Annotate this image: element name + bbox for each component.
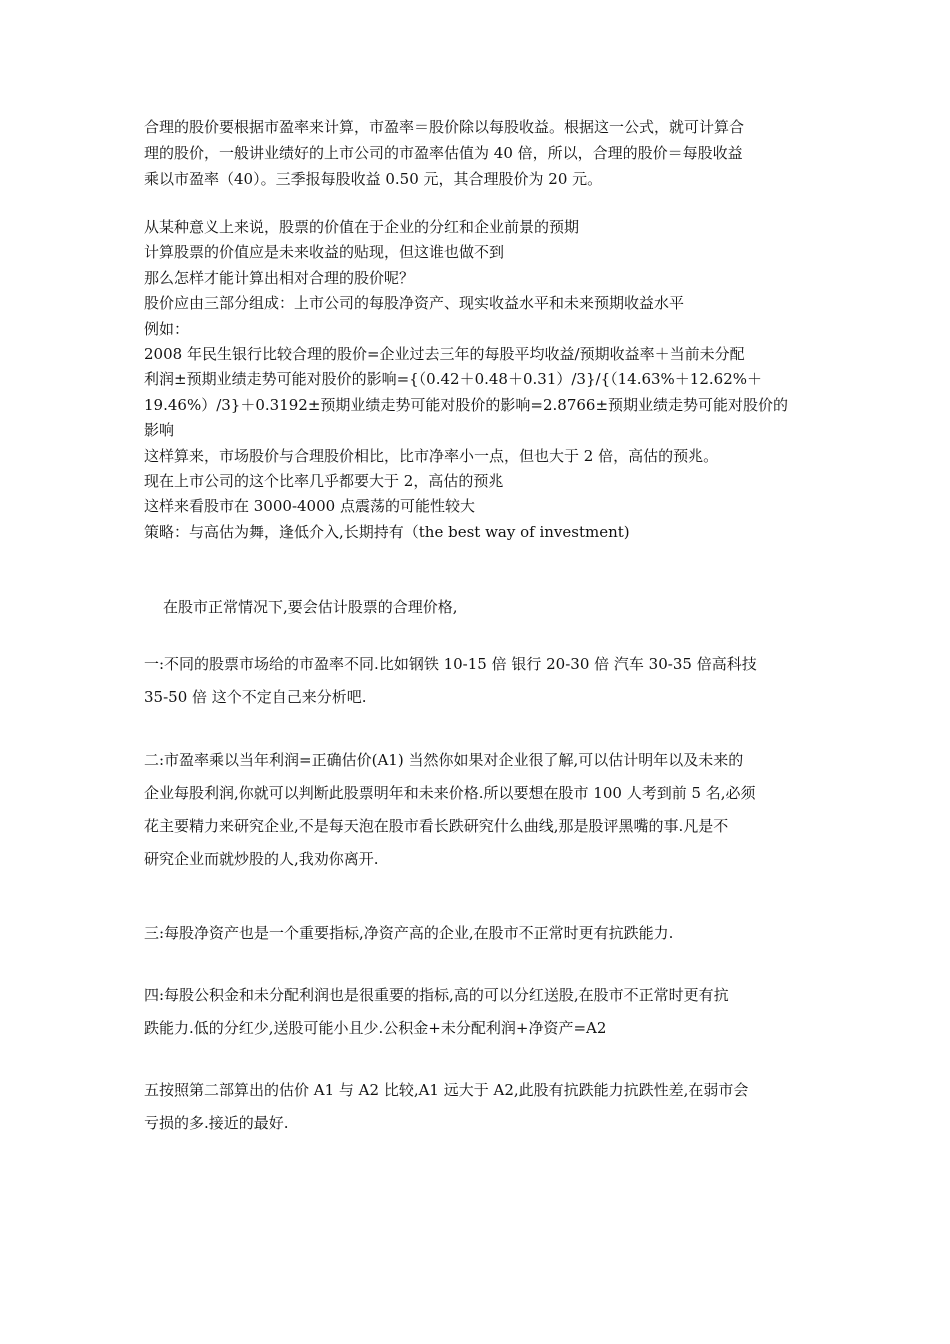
text-line: 计算股票的价值应是未来收益的贴现，但这谁也做不到 [144,243,505,262]
text-line: 2008 年民生银行比较合理的股价=企业过去三年的每股平均收益/预期收益率＋当前未分配 [144,344,745,363]
text-line: 从某种意义上来说，股票的价值在于企业的分红和企业前景的预期 [144,218,580,236]
text-line: 合理的股价要根据市盈率来计算，市盈率＝股价除以每股收益。根据这一公式，就可计算合 [144,118,745,136]
text-line: 二:市盈率乘以当年利润=正确估价(A1) 当然你如果对企业很了解,可以估计明年以及未来的 [144,751,744,769]
text-line: 影响 [144,421,175,440]
text-line: 跌能力.低的分红少,送股可能小且少.公积金+未分配利润+净资产=A2 [144,1019,607,1037]
text-line: 乘以市盈率（40）。三季报每股收益 0.50 元，其合理股价为 20 元。 [144,170,603,188]
text-line: 股价应由三部分组成：上市公司的每股净资产、现实收益水平和未来预期收益水平 [144,294,685,313]
text-line: 19.46%）/3}＋0.3192±预期业绩走势可能对股价的影响=2.8766±预期业绩走势可能对股价的 [144,395,789,414]
text-line: 理的股价，一般讲业绩好的上市公司的市盈率估值为 40 倍，所以，合理的股价＝每股收益 [144,144,743,162]
text-line: 亏损的多.接近的最好. [144,1114,289,1132]
text-line: 那么怎样才能计算出相对合理的股价呢？ [144,268,415,287]
text-line: 花主要精力来研究企业,不是每天泡在股市看长跌研究什么曲线,那是股评黑嘴的事.凡是不 [144,817,729,835]
text-line: 现在上市公司的这个比率几乎都要大于 2，高估的预兆 [144,471,504,490]
text-line: 企业每股利润,你就可以判断此股票明年和未来价格.所以要想在股市 100 人考到前 5 名,必须 [144,784,756,802]
text-line: 例如： [144,319,190,338]
text-line: 35-50 倍 这个不定自己来分析吧. [144,688,367,706]
paragraph-point-5 [144,1074,824,1140]
text-line: 一:不同的股票市场给的市盈率不同.比如钢铁 10-15 倍 银行 20-30 倍 汽车 30-35 倍高科技 [144,655,757,673]
text-line: 在股市正常情况下,要会估计股票的合理价格, [163,598,458,616]
paragraph-point-3 [144,917,824,950]
text-line: 研究企业而就炒股的人,我劝你离开. [144,850,379,868]
paragraph-point-4 [144,979,824,1045]
text-line: 四:每股公积金和未分配利润也是很重要的指标,高的可以分红送股,在股市不正常时更有抗 [144,986,729,1004]
text-line: 策略：与高估为舞，逢低介入,长期持有（the best way of investment) [144,522,630,541]
paragraph-stock-value [144,215,824,545]
paragraph-point-2 [144,744,824,876]
text-line: 五按照第二部算出的估价 A1 与 A2 比较,A1 远大于 A2,此股有抗跌能力抗跌性差,在弱市会 [144,1081,749,1099]
text-line: 这样来看股市在 3000-4000 点震荡的可能性较大 [144,497,475,516]
paragraph-point-1 [144,648,824,714]
paragraph-pe-valuation [144,114,824,192]
text-line: 利润±预期业绩走势可能对股价的影响={（0.42＋0.48＋0.31）/3}/{（14.63%＋12.62%＋ [144,370,763,389]
text-line: 三:每股净资产也是一个重要指标,净资产高的企业,在股市不正常时更有抗跌能力. [144,924,674,942]
paragraph-intro [144,591,824,624]
text-line: 这样算来，市场股价与合理股价相比，比市净率小一点，但也大于 2 倍，高估的预兆。 [144,446,719,465]
